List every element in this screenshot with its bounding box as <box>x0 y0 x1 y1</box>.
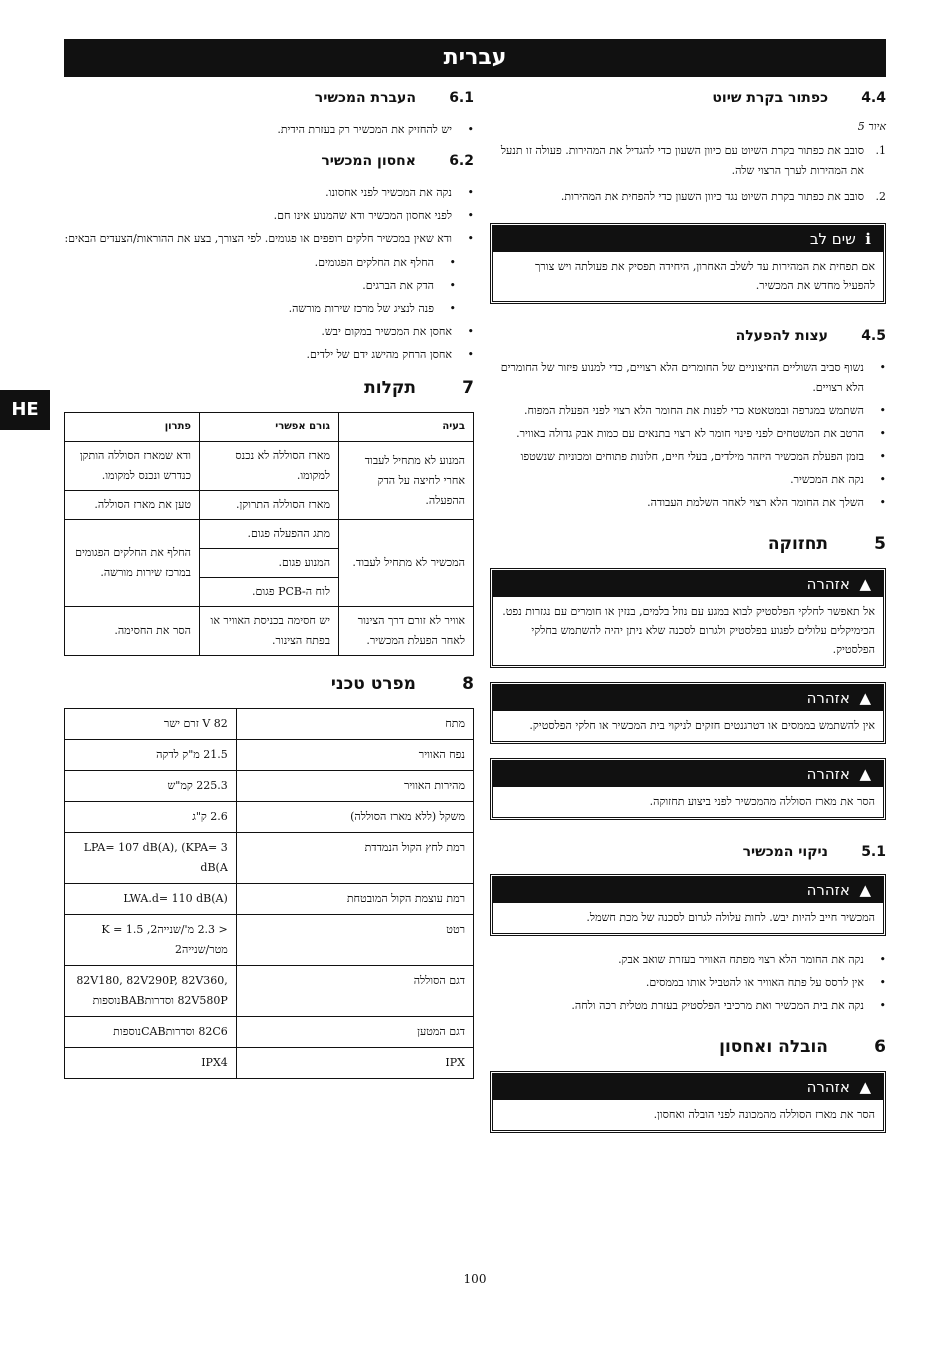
page-header: עברית <box>64 39 886 77</box>
specs-table <box>64 708 474 1079</box>
warning-icon: ▲ <box>859 881 871 899</box>
list-item: • נשוף סביב השוליים החיצוניים של החומרים הלא רצויים, כדי למנוע פיזור של החומרים הלא רצויים. <box>490 358 864 398</box>
table-row: דגם המטען 82C6 וסדרותCABנוספות <box>65 1017 474 1048</box>
table-row: המנוע לא מתחיל לעבוד אחרי לחיצה על הדק ההפעלה. מארז הסוללה לא נכנס למקומו. ודא שמארז הסוללה הותקן כנדרש ונכנס למקומו. <box>65 442 474 491</box>
table-row: רמת עוצמת הקול המובטחת (LWA.d= 110 dB(A <box>65 884 474 915</box>
info-icon: ℹ <box>865 230 871 248</box>
table-row: לוח ה-PCB פגום. <box>65 578 474 607</box>
storage-list <box>64 183 474 249</box>
right-column <box>490 90 886 1147</box>
list-item: • יש להחזיק את המכשיר רק בעזרת הידית. <box>64 120 452 140</box>
table-row: מהירות האוויר 225.3 קמ"ש <box>65 771 474 802</box>
warning-box: ▲ אזהרה הסר את מארז הסוללה מהמכשיר לפני ביצוע תחזוקה. <box>490 758 886 820</box>
warning-icon: ▲ <box>859 689 871 707</box>
storage-list-continued <box>64 322 474 365</box>
section-5-heading: 5 תחזוקה <box>767 534 886 554</box>
section-7-heading: 7 תקלות <box>364 378 474 398</box>
storage-sub-list <box>64 253 474 319</box>
left-column <box>64 90 474 1079</box>
list-item: 2. סובב את כפתור בקרת השיוט נגד כיוון השעון כדי להפחית את המהירות. <box>560 190 886 203</box>
cleaning-list <box>490 950 886 1016</box>
figure-reference: איור 5 <box>857 120 886 133</box>
troubleshooting-table <box>64 412 474 656</box>
list-item: • אין לרסס על פתח האוויר או להטביל אותו בממסים. <box>490 973 864 993</box>
warning-box: ▲ אזהרה אל תאפשר לחלקי הפלסטיק לבוא במגע עם נוזל בלמים, בנזין או חומרים עם נגזרות נפט. הכימיקלים עלולים לפגוע בפלסטיק ולגרום לסכנה שלא ניתן יהיה להשתמש בחלקי הפלסטיק. <box>490 568 886 668</box>
note-box: ℹ שים לב אם תפחית את המהירות עד לשלב האחרון, היחידה תפסיק את פעולתה ויש צורך להפעיל מחדש את המכשיר. <box>490 223 886 304</box>
table-row: מארז הסוללה התרוקן. טען את מארז הסוללה. <box>65 491 474 520</box>
warning-box: ▲ אזהרה אין להשתמש בממסים או דטרגנטים חזקים לניקוי בית המכשיר או חלקי הפלסטיק. <box>490 682 886 744</box>
list-item: • אחסן הרחק מהישג ידם של ילדים. <box>64 345 452 365</box>
section-4-4-heading: 4.4 כפתור בקרת שיוט <box>712 90 886 106</box>
section-6-heading: 6 הובלה ואחסון <box>719 1037 886 1057</box>
section-6-2-heading: 6.2 אחסון המכשיר <box>321 153 474 169</box>
table-header: גורם אפשרי <box>199 413 338 442</box>
list-item: • נקה את המכשיר לפני אחסונו. <box>64 183 452 203</box>
page-number: 100 <box>463 1272 487 1286</box>
list-item: • נקה את בית המכשיר ואת מרכיבי הפלסטיק בעזרת מטלית רכה ולחה. <box>490 996 864 1016</box>
list-item: • החלף את החלקים הפגומים. <box>64 253 434 273</box>
warning-box: ▲ אזהרה הסר את מארז הסוללה מהמכונה לפני הובלה ואחסון. <box>490 1071 886 1133</box>
table-row: IPX IPX4 <box>65 1048 474 1079</box>
table-row: משקל (ללא מארז הסוללה) 2.6 ק"ג <box>65 802 474 833</box>
transport-list <box>64 120 474 140</box>
list-item: • הדק את הברגים. <box>64 276 434 296</box>
list-item: • נקה את החומר הלא רצוי מפתח האוויר בעזרת שואב אבק. <box>490 950 864 970</box>
table-row: רמת לחץ הקול הנמדדת LPA= 107 dB(A), (KPA= 3 dB(A <box>65 833 474 884</box>
table-header: פתרון <box>65 413 200 442</box>
warning-icon: ▲ <box>859 575 871 593</box>
warning-icon: ▲ <box>859 765 871 783</box>
list-item: • פנה לנציג של מרכז שירות מורשה. <box>64 299 434 319</box>
table-row: רטט < 2.3 מ'/שנייה2, K = 1.5 מטר/שנייה2 <box>65 915 474 966</box>
table-row: אוויר לא זורם דרך הצינור לאחר הפעלת המכשיר. יש חסימה בכניסת האוויר או בפתח הצינור. הסר את החסימה. <box>65 607 474 656</box>
section-6-1-heading: 6.1 העברת המכשיר <box>314 90 474 106</box>
table-row: דגם הסוללה 82V180, 82V290P, 82V360, 82V580P וסדרותBABנוספות <box>65 966 474 1017</box>
table-row: נפח האוויר 21.5 מ"ק לדקה <box>65 740 474 771</box>
table-header: בעיה <box>339 413 474 442</box>
cruise-steps <box>490 141 886 207</box>
list-item: • נקה את המכשיר. <box>490 470 864 490</box>
list-item: • בזמן הפעלת המכשיר היזהר מילדים, בעלי חיים, חלונות פתוחים ומכוניות שנשטפו <box>490 447 864 467</box>
list-item: • לפני אחסון המכשיר ודא שהמנוע אינו חם. <box>64 206 452 226</box>
warning-icon: ▲ <box>859 1078 871 1096</box>
operating-tips-list <box>490 358 886 513</box>
language-tab: HE <box>0 390 50 430</box>
list-item: • הרטב את המשטחים לפני פינוי חומר לא רצוי בתנאים עם כמות אבק גדולה באוויר. <box>490 424 864 444</box>
list-item: • ודא שאין במכשיר חלקים רופפים או פגומים. לפי הצורך, בצע את ההוראות/הצעדים הבאים: <box>64 229 452 249</box>
table-row: המכשיר לא מתחיל לעבוד. מתג ההפעלה פגום. החלף את החלקים הפגומים במרכז שירות מורשה. <box>65 520 474 549</box>
table-row: המנוע פגום. <box>65 549 474 578</box>
table-row: מתח 82 V זרם ישר <box>65 709 474 740</box>
list-item: • אחסן את המכשיר במקום יבש. <box>64 322 452 342</box>
list-item: • השלך את החומר הלא רצוי לאחר השלמת העבודה. <box>490 493 864 513</box>
list-item: • השתמש במגרפה ובמטאטא כדי לפנות את החומר הלא רצוי לפני הפעלת המפוח. <box>490 401 864 421</box>
section-5-1-heading: 5.1 ניקוי המכשיר <box>742 844 886 860</box>
section-4-5-heading: 4.5 עצות להפעלה <box>735 328 886 344</box>
section-8-heading: 8 מפרט טכני <box>330 674 474 694</box>
warning-box: ▲ אזהרה המכשיר חייב להיות יבש. לחות עלולה לגרום לסכנה של מכת חשמל. <box>490 874 886 936</box>
list-item: 1. סובב את כפתור בקרת השיוט עם כיוון השעון כדי להגדיל את המהירות. פעולה זו תנעל את המהירות לערך הרצוי שלה. <box>500 144 886 177</box>
